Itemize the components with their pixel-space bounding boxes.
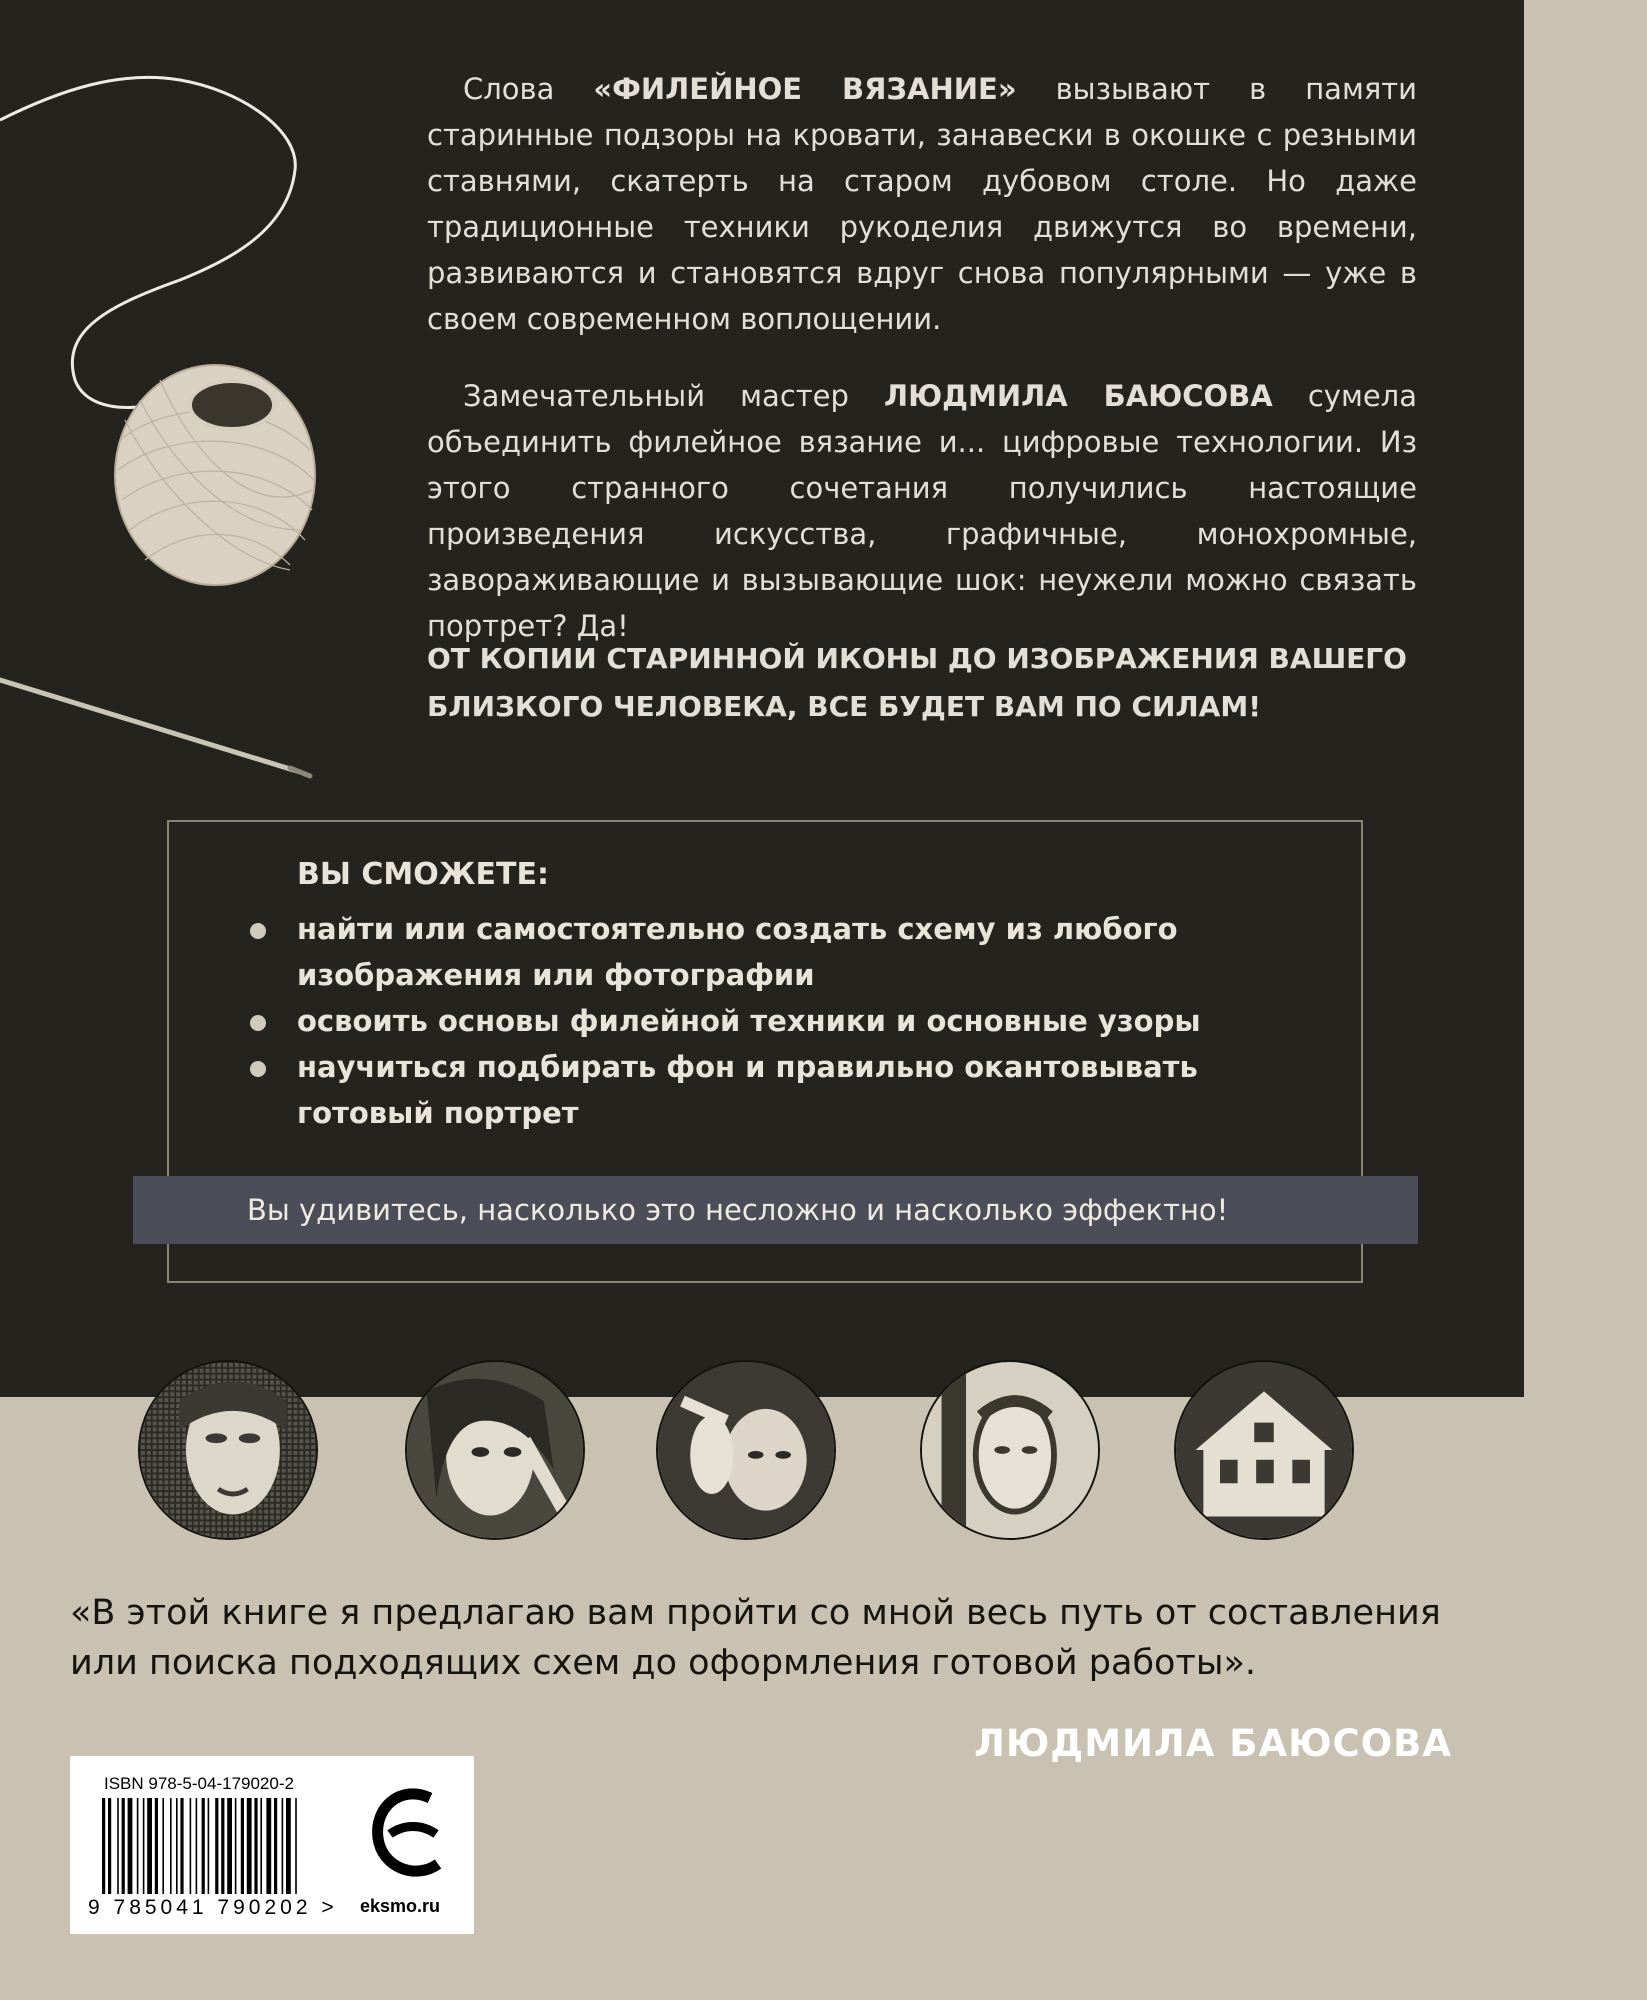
barcode-bar (215, 1798, 218, 1894)
barcode-bar (254, 1798, 257, 1894)
barcode-bar (155, 1798, 158, 1894)
barcode-bar (180, 1798, 183, 1894)
barcode-bar (108, 1798, 111, 1894)
barcode-bar (235, 1798, 237, 1894)
publisher-url: eksmo.ru (360, 1896, 441, 1916)
feature-item: освоить основы филейной техники и основные узоры (297, 998, 1297, 1044)
barcode-bar (137, 1798, 139, 1894)
author-quote: «В этой книге я предлагаю вам пройти со мной весь путь от составления или поиска подходящих схем до оформления готовой работы». (70, 1593, 1441, 1683)
barcode-bar (247, 1798, 252, 1894)
barcode-graphic (102, 1798, 332, 1898)
barcode-digits: 9 785041 790202 > (88, 1896, 338, 1919)
barcode-bar (286, 1798, 291, 1894)
barcode-bar (260, 1798, 262, 1894)
barcode-bar (147, 1798, 152, 1894)
features-title: ВЫ СМОЖЕТЕ: (297, 857, 549, 892)
barcode-bar (241, 1798, 244, 1894)
highlight-statement: ОТ КОПИИ СТАРИННОЙ ИКОНЫ ДО ИЗОБРАЖЕНИЯ ВАШЕГО БЛИЗКОГО ЧЕЛОВЕКА, ВСЕ БУДЕТ ВАМ ПО СИЛАМ! (427, 642, 1407, 723)
barcode-bar (221, 1798, 224, 1894)
crochet-hook (0, 680, 300, 772)
feature-item: научиться подбирать фон и правильно окантовывать готовый портрет (297, 1044, 1297, 1136)
barcode-bar (176, 1798, 178, 1894)
barcode-bar (196, 1798, 198, 1894)
tagline-band: Вы удивитесь, насколько это несложно и насколько эффектно! (133, 1176, 1418, 1244)
barcode-bar (122, 1798, 125, 1894)
yarn-illustration (0, 60, 420, 820)
lace-house-sample-5 (1174, 1360, 1354, 1540)
barcode-bar (202, 1798, 205, 1894)
barcode-bar (295, 1798, 297, 1894)
author-name-inline: ЛЮДМИЛА БАЮСОВА (884, 379, 1273, 413)
thread-line (0, 77, 295, 407)
lace-portrait-sample-2 (405, 1360, 585, 1540)
barcode-bar (162, 1798, 164, 1894)
barcode-bar (274, 1798, 277, 1894)
barcode-bar (282, 1798, 284, 1894)
lace-portrait-sample-3 (656, 1360, 836, 1540)
lace-samples-row (0, 1360, 1647, 1580)
barcode-bar (128, 1798, 133, 1894)
intro-paragraph-1: Слова «ФИЛЕЙНОЕ ВЯЗАНИЕ» вызывают в памяти старинные подзоры на кровати, занавески в окошке с резными ставнями, скатерть на старом дубовом столе. Но даже традиционные техники рукоделия движутся во времени, развиваются и становятся вдруг снова популярными — уже в своем современном воплощении. (427, 72, 1418, 336)
intro-paragraph-2: Замечательный мастер ЛЮДМИЛА БАЮСОВА сумела объединить филейное вязание и... цифровые технологии. Из этого странного сочетания получились настоящие произведения искусства, графичные, монохромные, завораживающие и вызывающие шок: неужели можно связать портрет? Да! (427, 379, 1417, 643)
barcode-bar (170, 1798, 172, 1894)
eksmo-logo-icon (370, 1784, 450, 1884)
yarn-core (190, 381, 274, 429)
lace-portrait-sample-4 (920, 1360, 1100, 1540)
feature-item: найти или самостоятельно создать схему из любого изображения или фотографии (297, 906, 1297, 998)
barcode-bar (227, 1798, 232, 1894)
barcode-bar (266, 1798, 271, 1894)
isbn-text: ISBN 978-5-04-179020-2 (104, 1774, 294, 1793)
barcode-bar (143, 1798, 145, 1894)
technique-name: «ФИЛЕЙНОЕ ВЯЗАНИЕ» (593, 72, 1017, 106)
lace-portrait-sample-1 (138, 1360, 318, 1540)
quote-author: ЛЮДМИЛА БАЮСОВА (974, 1722, 1452, 1765)
barcode-bar (208, 1798, 210, 1894)
barcode-bar (102, 1798, 105, 1894)
barcode-bar (117, 1798, 119, 1894)
barcode-bar (190, 1798, 192, 1894)
features-list (297, 906, 1297, 1136)
barcode-block (70, 1756, 474, 1934)
